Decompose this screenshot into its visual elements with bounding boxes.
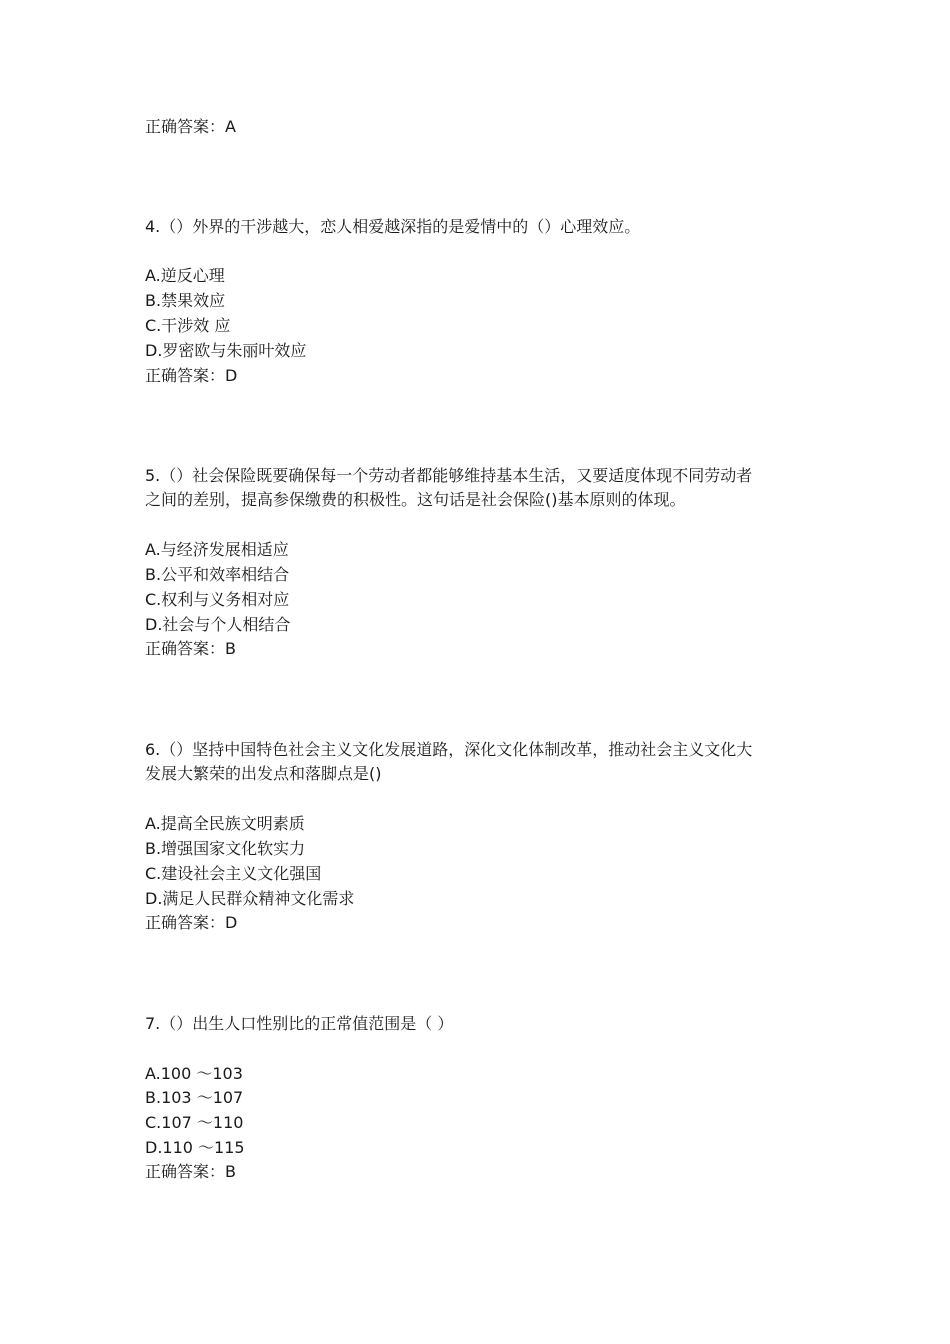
option-c: C.107 ～110 [145, 1113, 244, 1132]
answer-label: 正确答案： [145, 366, 226, 385]
answer-value: B [225, 639, 236, 658]
question-stem-line-2: 发展大繁荣的出发点和落脚点是() [145, 764, 382, 783]
option-c: C.干涉效 应 [145, 316, 231, 335]
answer-value: D [225, 366, 238, 385]
option-a: A.逆反心理 [145, 266, 225, 285]
question-stem: 7.（）出生人口性别比的正常值范围是（ ） [145, 1014, 454, 1033]
option-c: C.建设社会主义文化强国 [145, 864, 322, 883]
option-c: C.权利与义务相对应 [145, 590, 290, 609]
answer-label: 正确答案： [145, 913, 226, 932]
option-d: D.满足人民群众精神文化需求 [145, 889, 355, 908]
option-b: B.103 ～107 [145, 1088, 244, 1107]
answer-value: B [225, 1162, 236, 1181]
option-b: B.公平和效率相结合 [145, 565, 290, 584]
question-stem-line-2: 之间的差别，提高参保缴费的积极性。这句话是社会保险()基本原则的体现。 [145, 490, 686, 509]
option-a: A.100 ～103 [145, 1064, 243, 1083]
question-answer [145, 1162, 236, 1182]
question-answer [145, 913, 237, 933]
option-a: A.提高全民族文明素质 [145, 814, 305, 833]
question-answer [145, 639, 236, 659]
answer-label: 正确答案： [145, 639, 226, 658]
question-stem-line-1: 6.（）坚持中国特色社会主义文化发展道路，深化文化体制改革，推动社会主义文化大 [145, 740, 753, 759]
option-a: A.与经济发展相适应 [145, 540, 289, 559]
question-3-answer [145, 117, 236, 137]
question-stem: 4.（）外界的干涉越大，恋人相爱越深指的是爱情中的（）心理效应。 [145, 217, 641, 236]
option-d: D.110 ～115 [145, 1138, 245, 1157]
answer-value: D [225, 913, 238, 932]
answer-label: 正确答案： [145, 117, 226, 136]
option-b: B.增强国家文化软实力 [145, 839, 306, 858]
question-stem-line-1: 5.（）社会保险既要确保每一个劳动者都能够维持基本生活，又要适度体现不同劳动者 [145, 466, 753, 485]
answer-label: 正确答案： [145, 1162, 226, 1181]
option-b: B.禁果效应 [145, 291, 226, 310]
option-d: D.社会与个人相结合 [145, 615, 291, 634]
question-answer [145, 366, 237, 386]
answer-value: A [225, 117, 236, 136]
option-d: D.罗密欧与朱丽叶效应 [145, 341, 307, 360]
